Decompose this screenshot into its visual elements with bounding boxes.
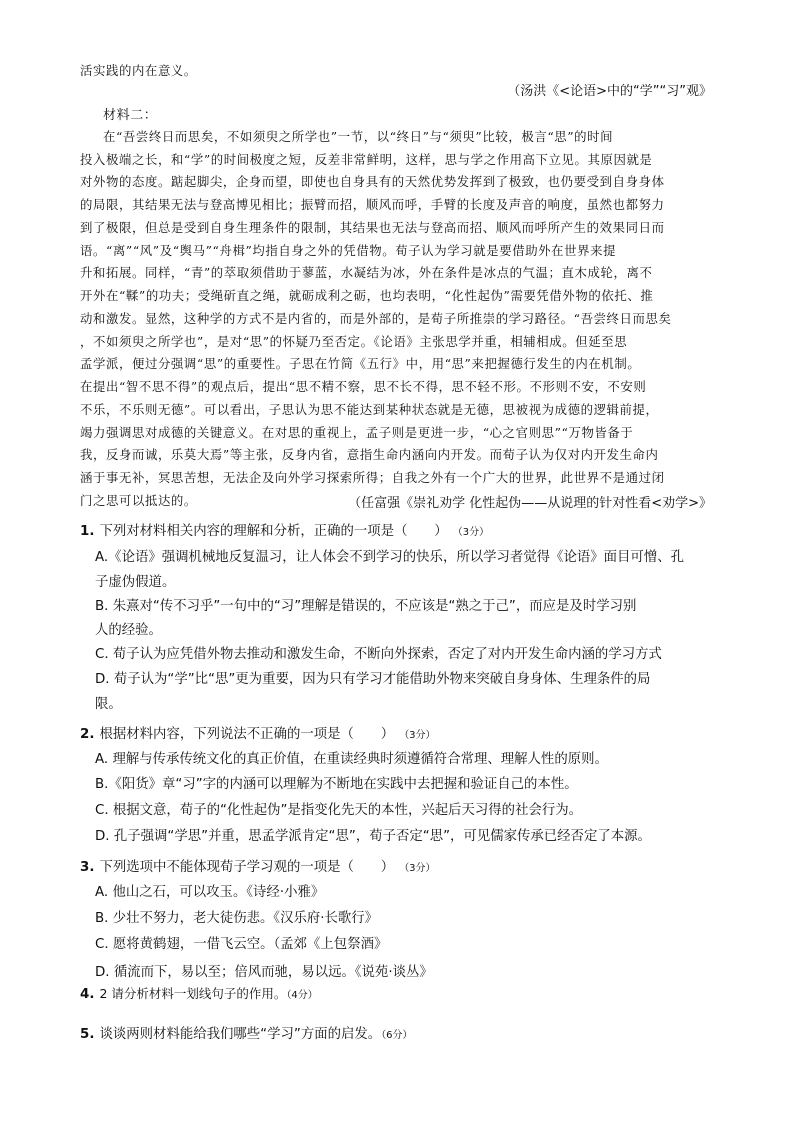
question-1-option-a: A.《论语》强调机械地反复温习，让人体会不到学习的快乐，所以学习者觉得《论语》面目可憎、孔 xyxy=(95,550,684,565)
question-stem: 谈谈两则材料能给我们哪些“学习”方面的启发。 xyxy=(99,1027,382,1042)
question-2-option-b: B.《阳货》章“习”字的内涵可以理解为不断地在实践中去把握和验证自己的本性。 xyxy=(95,777,578,792)
question-1-stem xyxy=(80,520,489,539)
material2-line: 竭力强调思对成德的关键意义。在对思的重视上，孟子则是更进一步，“心之官则思”“万物皆备于 xyxy=(80,425,634,440)
material2-line: 的局限，其结果无法与登高博见相比；振臂而招，顺风而呼，手臂的长度及声音的响度，虽然也都努力 xyxy=(80,197,665,212)
question-1-option-d: D. 荀子认为“学”比“思”更为重要，因为只有学习才能借助外物来突破自身身体、生理条件的局 xyxy=(95,672,651,687)
question-score: （6分） xyxy=(381,1030,413,1041)
material2-line: 开外在“鞣”的功夫；受绳斫直之绳，就砺成利之砺，也均表明，“化性起伪”需要凭借外物的依托、推 xyxy=(80,288,654,303)
question-1-option-d-cont: 限。 xyxy=(95,697,122,712)
material2-line: 门之思可以抵达的。 xyxy=(80,493,197,508)
material2-line: 动和激发。显然，这种学的方式不是内省的，而是外部的，是荀子所推崇的学习路径。“吾尝终日而思矣 xyxy=(80,311,672,326)
material2-line: 孟学派，便过分强调“思”的重要性。子思在竹简《五行》中，用“思”来把握德行发生的内在机制。 xyxy=(80,356,641,371)
material2-line: 升和拓展。同样，“青”的萃取须借助于蓼蓝，水凝结为冰，外在条件是冰点的气温；直木成轮，离不 xyxy=(80,265,653,280)
material2-heading: 材料二： xyxy=(103,108,158,123)
material2-line: 投入极端之长，和“学”的时间极度之短，反差非常鲜明，这样，思与学之作用高下立见。其原因就是 xyxy=(80,152,653,167)
question-score: （3分） xyxy=(399,863,436,874)
question-1-option-b-cont: 人的经验。 xyxy=(95,623,162,638)
question-stem: 下列对材料相关内容的理解和分析，正确的一项是（ ） xyxy=(99,524,448,539)
question-score: （4分） xyxy=(286,990,318,1001)
material2-line: 在“吾尝终日而思矣，不如须臾之所学也”一节，以“终日”与“须臾”比较，极言“思”的时间 xyxy=(103,129,614,144)
question-2-option-c: C. 根据文意，荀子的“化性起伪”是指变化先天的本性，兴起后天习得的社会行为。 xyxy=(95,803,583,818)
question-2-stem xyxy=(80,723,436,742)
question-stem: 根据材料内容，下列说法不正确的一项是（ ） xyxy=(99,727,395,742)
question-score: （3分） xyxy=(399,730,436,741)
question-3-option-b: B. 少壮不努力，老大徒伤悲。《汉乐府·长歌行》 xyxy=(95,911,379,926)
question-1-option-c: C. 荀子认为应凭借外物去推动和激发生命，不断向外探索，否定了对内开发生命内涵的学习方式 xyxy=(95,647,662,662)
question-number: 4. xyxy=(80,987,95,1002)
question-1-option-a-cont: 子虚伪假道。 xyxy=(95,575,176,590)
question-2-option-d: D. 孔子强调“学思”并重，思孟学派肯定“思”，荀子否定“思”，可见儒家传承已经否定了本源。 xyxy=(95,829,651,844)
material1-source: （汤洪《<论语>中的“学”“习”观》 xyxy=(507,84,712,99)
question-number: 3. xyxy=(80,860,95,875)
question-score: （3分） xyxy=(452,527,490,538)
material2-line: ，不如须臾之所学也”，是对“思”的怀疑乃至否定。《论语》主张思学并重，相辅相成。但延至思 xyxy=(80,334,628,349)
question-3-stem xyxy=(80,856,436,875)
material2-source: （任富强《崇礼劝学 化性起伪——从说理的针对性看<劝学>》 xyxy=(348,496,712,511)
material2-line: 到了极限，但总是受到自身生理条件的限制，其结果也无法与登高而招、顺风而呼所产生的效果同日而 xyxy=(80,220,665,235)
question-stem: 下列选项中不能体现荀子学习观的一项是（ ） xyxy=(99,860,395,875)
question-number: 1. xyxy=(80,524,95,539)
question-stem: 2 请分析材料一划线句子的作用。 xyxy=(99,986,287,1001)
question-number: 2. xyxy=(80,727,95,742)
material2-line: 涵于事无补，冥思苦想，无法企及向外学习探索所得；自我之外有一个广大的世界，此世界不是通过闭 xyxy=(80,470,665,485)
material2-line: 对外物的态度。踮起脚尖，企身而望，即使也自身具有的天然优势发挥到了极致，也仍要受到自身身体 xyxy=(80,174,665,189)
material2-line: 在提出“智不思不得”的观点后，提出“思不精不察，思不长不得，思不轻不形。不形则不安，不安则 xyxy=(80,379,647,394)
material1-tail: 活实践的内在意义。 xyxy=(80,63,197,78)
question-3-option-d: D. 循流而下，易以至；倍风而驰，易以远。《说苑·谈丛》 xyxy=(95,965,433,980)
material2-line: 语。“离”“风”及“舆马”“舟楫”均指自身之外的凭借物。荀子认为学习就是要借助外在世界来提 xyxy=(80,243,617,258)
material2-line: 不乐，不乐则无德”。可以看出，子思认为思不能达到某种状态就是无德，思被视为成德的逻辑前提， xyxy=(80,402,659,417)
question-3-option-a: A. 他山之石，可以攻玉。《诗经·小雅》 xyxy=(95,885,325,900)
question-2-option-a: A. 理解与传承传统文化的真正价值，在重读经典时须遵循符合常理、理解人性的原则。 xyxy=(95,752,608,767)
question-4-stem xyxy=(80,983,318,1002)
question-1-option-b: B. 朱熹对“传不习乎”一句中的“习”理解是错误的，不应该是“熟之于己”，而应是及时学习别 xyxy=(95,599,637,614)
question-number: 5. xyxy=(80,1027,95,1042)
question-5-stem xyxy=(80,1023,413,1042)
question-3-option-c: C. 愿将黄鹤翅，一借飞云空。（孟郊《上包祭酒》 xyxy=(95,937,388,952)
material2-line: 我，反身而诚，乐莫大焉”等主张，反身内省，意指生命内涵向内开发。而荀子认为仅对内开发生命内 xyxy=(80,447,659,462)
